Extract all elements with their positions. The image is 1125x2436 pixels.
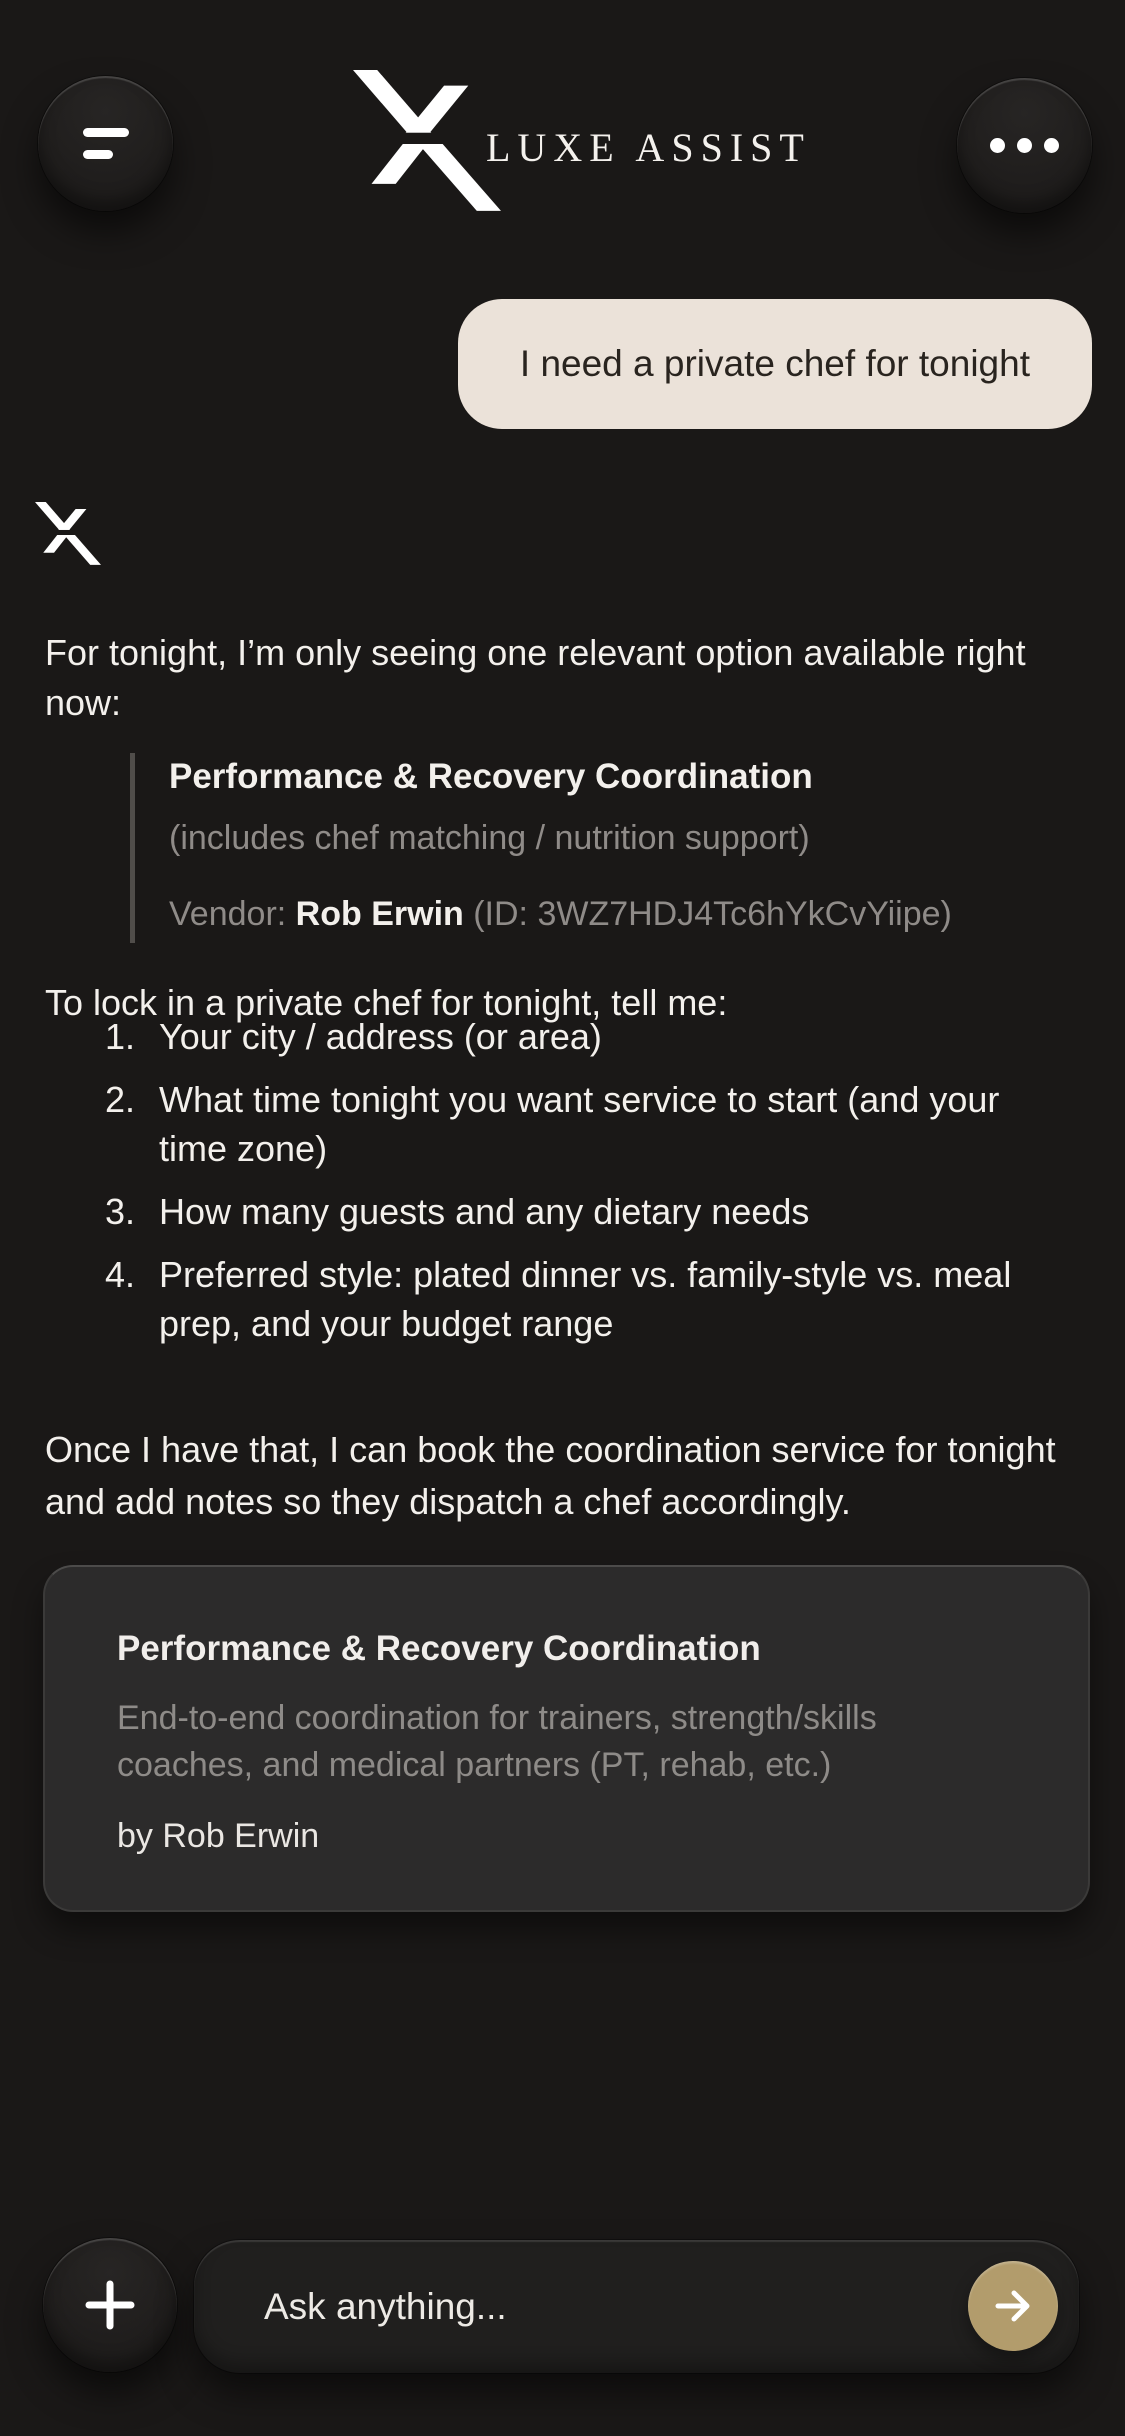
requirements-list bbox=[45, 1012, 1125, 1362]
service-card-description: End-to-end coordination for trainers, strength/skills coaches, and medical partners (PT, rehab, etc.) bbox=[117, 1699, 877, 1784]
assistant-prompt-text: To lock in a private chef for tonight, tell me: bbox=[45, 982, 728, 1023]
assistant-outro-text: Once I have that, I can book the coordination service for tonight and add notes so they dispatch a chef accordingly. bbox=[45, 1429, 1056, 1522]
list-item: 2. What time tonight you want service to start (and your time zone) bbox=[145, 1075, 1039, 1173]
service-quote-block bbox=[130, 753, 1030, 943]
arrow-right-icon bbox=[990, 2283, 1036, 2329]
quote-vendor-line bbox=[169, 893, 1030, 935]
menu-icon bbox=[83, 128, 129, 159]
quote-service-title: Performance & Recovery Coordination bbox=[169, 757, 813, 796]
vendor-name: Rob Erwin bbox=[295, 895, 464, 933]
send-button[interactable] bbox=[968, 2261, 1058, 2351]
service-card[interactable] bbox=[43, 1565, 1090, 1912]
composer bbox=[194, 2240, 1079, 2373]
assistant-intro-text: For tonight, I’m only seeing one relevant option available right now: bbox=[45, 632, 1026, 723]
service-card-byline: by Rob Erwin bbox=[117, 1817, 320, 1855]
list-item: 4. Preferred style: plated dinner vs. family-style vs. meal prep, and your budget range bbox=[145, 1250, 1039, 1348]
plus-icon bbox=[84, 2279, 136, 2331]
add-attachment-button[interactable] bbox=[43, 2238, 177, 2372]
vendor-id: (ID: 3WZ7HDJ4Tc6hYkCvYiipe) bbox=[473, 895, 952, 933]
more-options-button[interactable] bbox=[957, 78, 1092, 213]
vendor-label: Vendor: bbox=[169, 895, 287, 933]
menu-button[interactable] bbox=[38, 76, 173, 211]
brand-x-logo-icon bbox=[352, 70, 502, 218]
user-message-bubble: I need a private chef for tonight bbox=[458, 299, 1092, 429]
list-item: 1. Your city / address (or area) bbox=[145, 1012, 1039, 1061]
list-item: 3. How many guests and any dietary needs bbox=[145, 1187, 1039, 1236]
ask-anything-input[interactable] bbox=[194, 2240, 1079, 2373]
assistant-avatar-x-icon bbox=[35, 500, 101, 570]
ellipsis-icon bbox=[990, 138, 1059, 153]
quote-service-subtitle: (includes chef matching / nutrition support) bbox=[169, 819, 810, 857]
service-card-title: Performance & Recovery Coordination bbox=[117, 1629, 761, 1668]
brand-wordmark: LUXE ASSIST bbox=[486, 125, 811, 170]
